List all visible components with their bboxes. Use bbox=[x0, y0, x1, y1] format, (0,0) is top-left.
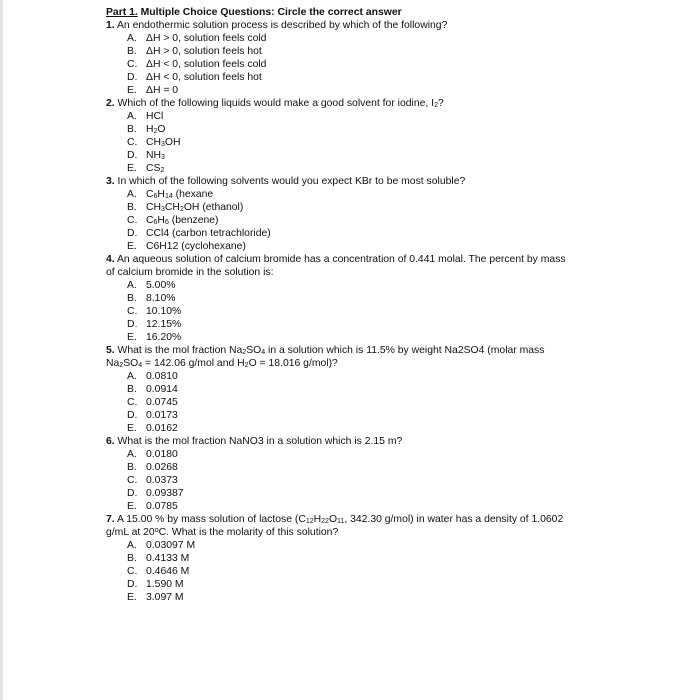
section-heading bbox=[106, 6, 576, 19]
option-text: ΔH < 0, solution feels hot bbox=[146, 72, 262, 83]
option-b[interactable] bbox=[127, 383, 576, 396]
option-letter: C. bbox=[127, 306, 138, 317]
option-text: 0.0810 bbox=[146, 371, 178, 382]
option-text: 0.0373 bbox=[146, 475, 178, 486]
option-text: 0.0785 bbox=[146, 501, 178, 512]
option-letter: E. bbox=[127, 592, 137, 603]
option-b[interactable] bbox=[127, 292, 576, 305]
question-stem: 1. An endothermic solution process is described by which of the following? bbox=[106, 20, 448, 31]
option-c[interactable] bbox=[127, 58, 576, 71]
option-letter: A. bbox=[127, 111, 137, 122]
option-text: ΔH > 0, solution feels cold bbox=[146, 33, 267, 44]
option-text: 5.00% bbox=[146, 280, 176, 291]
option-c[interactable]: C. $CH_3OH$ bbox=[127, 137, 181, 148]
option-letter: A. bbox=[127, 449, 137, 460]
option-letter: A. bbox=[127, 540, 137, 551]
option-text: ΔH > 0, solution feels hot bbox=[146, 46, 262, 57]
option-d[interactable]: D. $NH_3$ bbox=[127, 150, 165, 161]
option-letter: D. bbox=[127, 319, 138, 330]
option-d[interactable] bbox=[127, 578, 576, 591]
question-3 bbox=[106, 175, 576, 253]
answer-options bbox=[106, 539, 576, 604]
option-text: 0.4646 M bbox=[146, 566, 190, 577]
option-e[interactable] bbox=[127, 84, 576, 97]
option-text: 1.590 M bbox=[146, 579, 184, 590]
option-e[interactable]: E. $CS_2$ bbox=[127, 163, 165, 174]
option-b[interactable] bbox=[127, 45, 576, 58]
option-letter: B. bbox=[127, 293, 137, 304]
option-a[interactable] bbox=[127, 448, 576, 461]
option-text: 10.10% bbox=[146, 306, 182, 317]
option-text: HCl bbox=[146, 111, 164, 122]
answer-options bbox=[106, 279, 576, 344]
question-2 bbox=[106, 97, 576, 175]
answer-options bbox=[106, 188, 576, 253]
option-text: 0.0162 bbox=[146, 423, 178, 434]
option-letter: C. bbox=[127, 137, 138, 148]
option-letter: E. bbox=[127, 423, 137, 434]
question-7 bbox=[106, 513, 576, 604]
question-number: 3. bbox=[106, 176, 115, 187]
question-sheet bbox=[106, 6, 576, 604]
option-letter: A. bbox=[127, 280, 137, 291]
option-c[interactable] bbox=[127, 474, 576, 487]
option-letter: B. bbox=[127, 202, 137, 213]
option-d[interactable] bbox=[127, 409, 576, 422]
option-text: 12.15% bbox=[146, 319, 182, 330]
option-letter: E. bbox=[127, 332, 137, 343]
answer-options bbox=[106, 370, 576, 435]
option-text: C6H12 (cyclohexane) bbox=[146, 241, 246, 252]
option-letter: D. bbox=[127, 72, 138, 83]
option-letter: A. bbox=[127, 189, 137, 200]
option-letter: B. bbox=[127, 46, 137, 57]
option-e[interactable] bbox=[127, 500, 576, 513]
option-d[interactable] bbox=[127, 71, 576, 84]
option-text: ΔH = 0 bbox=[146, 85, 179, 96]
question-stem: 2. Which of the following liquids would make a good solvent for iodine, $I_2$? bbox=[106, 98, 444, 109]
option-b[interactable] bbox=[127, 461, 576, 474]
question-1 bbox=[106, 19, 576, 97]
option-b[interactable]: B. $H_2O$ bbox=[127, 124, 166, 135]
option-letter: E. bbox=[127, 501, 137, 512]
option-letter: B. bbox=[127, 462, 137, 473]
option-d[interactable] bbox=[127, 318, 576, 331]
option-letter: B. bbox=[127, 384, 137, 395]
question-stem: 4. An aqueous solution of calcium bromide has a concentration of 0.441 molal. The percent by mass of calcium bromide in the solution is: bbox=[106, 254, 566, 278]
option-a[interactable] bbox=[127, 32, 576, 45]
option-e[interactable] bbox=[127, 422, 576, 435]
answer-options bbox=[106, 32, 576, 97]
option-text: 0.0180 bbox=[146, 449, 178, 460]
option-letter: C. bbox=[127, 475, 138, 486]
option-e[interactable] bbox=[127, 240, 576, 253]
option-c[interactable]: C. $C_6H_6$ (benzene) bbox=[127, 215, 219, 226]
option-letter: A. bbox=[127, 371, 137, 382]
option-e[interactable] bbox=[127, 331, 576, 344]
option-text: 0.09387 bbox=[146, 488, 184, 499]
option-text: 16.20% bbox=[146, 332, 182, 343]
question-stem: 7. A 15.00 % by mass solution of lactose ($C_{12}H_{22}O_{11}$, 342.30 g/mol) in water has a density of 1.0602 g/mL at 20$^o$C. What is the molarity of this solution? bbox=[106, 514, 564, 538]
question-number: 2. bbox=[106, 98, 115, 109]
option-text: 0.0268 bbox=[146, 462, 178, 473]
option-letter: A. bbox=[127, 33, 137, 44]
option-letter: C. bbox=[127, 59, 138, 70]
question-stem: 5. What is the mol fraction $Na_2SO_4$ in a solution which is 11.5% by weight Na2SO4 (molar mass $Na_2SO_4 = 142.06$ g/mol and $H_2O = 18.016$ g/mol)? bbox=[106, 345, 545, 369]
option-a[interactable]: A. $C_6H_{14}$ (hexane bbox=[127, 189, 214, 200]
option-text: 0.4133 M bbox=[146, 553, 190, 564]
option-letter: E. bbox=[127, 163, 137, 174]
option-b[interactable] bbox=[127, 552, 576, 565]
option-c[interactable] bbox=[127, 305, 576, 318]
option-d[interactable] bbox=[127, 227, 576, 240]
option-text: 0.0173 bbox=[146, 410, 178, 421]
question-number: 1. bbox=[106, 20, 115, 31]
option-text: 8.10% bbox=[146, 293, 176, 304]
answer-options bbox=[106, 448, 576, 513]
section-part-label: Part 1. bbox=[106, 7, 138, 18]
question-4 bbox=[106, 253, 576, 344]
option-d[interactable] bbox=[127, 487, 576, 500]
answer-options bbox=[106, 110, 576, 175]
question-number: 4. bbox=[106, 254, 115, 265]
option-text: CCl4 (carbon tetrachloride) bbox=[146, 228, 271, 239]
question-5 bbox=[106, 344, 576, 435]
option-letter: D. bbox=[127, 228, 138, 239]
option-a[interactable] bbox=[127, 370, 576, 383]
option-a[interactable] bbox=[127, 110, 576, 123]
question-stem: 6. What is the mol fraction NaNO3 in a solution which is 2.15 m? bbox=[106, 436, 403, 447]
section-title: Multiple Choice Questions: Circle the correct answer bbox=[137, 7, 402, 18]
question-stem: 3. In which of the following solvents would you expect KBr to be most soluble? bbox=[106, 176, 466, 187]
question-number: 5. bbox=[106, 345, 115, 356]
question-6 bbox=[106, 435, 576, 513]
option-a[interactable] bbox=[127, 279, 576, 292]
option-letter: D. bbox=[127, 410, 138, 421]
option-c[interactable] bbox=[127, 396, 576, 409]
option-text: 0.0745 bbox=[146, 397, 178, 408]
option-letter: E. bbox=[127, 85, 137, 96]
option-letter: D. bbox=[127, 579, 138, 590]
option-text: 0.0914 bbox=[146, 384, 178, 395]
option-letter: E. bbox=[127, 241, 137, 252]
option-letter: D. bbox=[127, 488, 138, 499]
option-letter: C. bbox=[127, 397, 138, 408]
question-number: 6. bbox=[106, 436, 115, 447]
option-c[interactable] bbox=[127, 565, 576, 578]
option-letter: B. bbox=[127, 124, 137, 135]
option-letter: B. bbox=[127, 553, 137, 564]
option-b[interactable]: B. $CH_3CH_2OH$ (ethanol) bbox=[127, 202, 244, 213]
option-a[interactable] bbox=[127, 539, 576, 552]
page-edge bbox=[0, 0, 3, 700]
option-text: ΔH < 0, solution feels cold bbox=[146, 59, 267, 70]
option-text: 3.097 M bbox=[146, 592, 184, 603]
option-letter: D. bbox=[127, 150, 138, 161]
option-letter: C. bbox=[127, 566, 138, 577]
option-text: 0.03097 M bbox=[146, 540, 196, 551]
question-number: 7. bbox=[106, 514, 115, 525]
option-e[interactable] bbox=[127, 591, 576, 604]
option-letter: C. bbox=[127, 215, 138, 226]
